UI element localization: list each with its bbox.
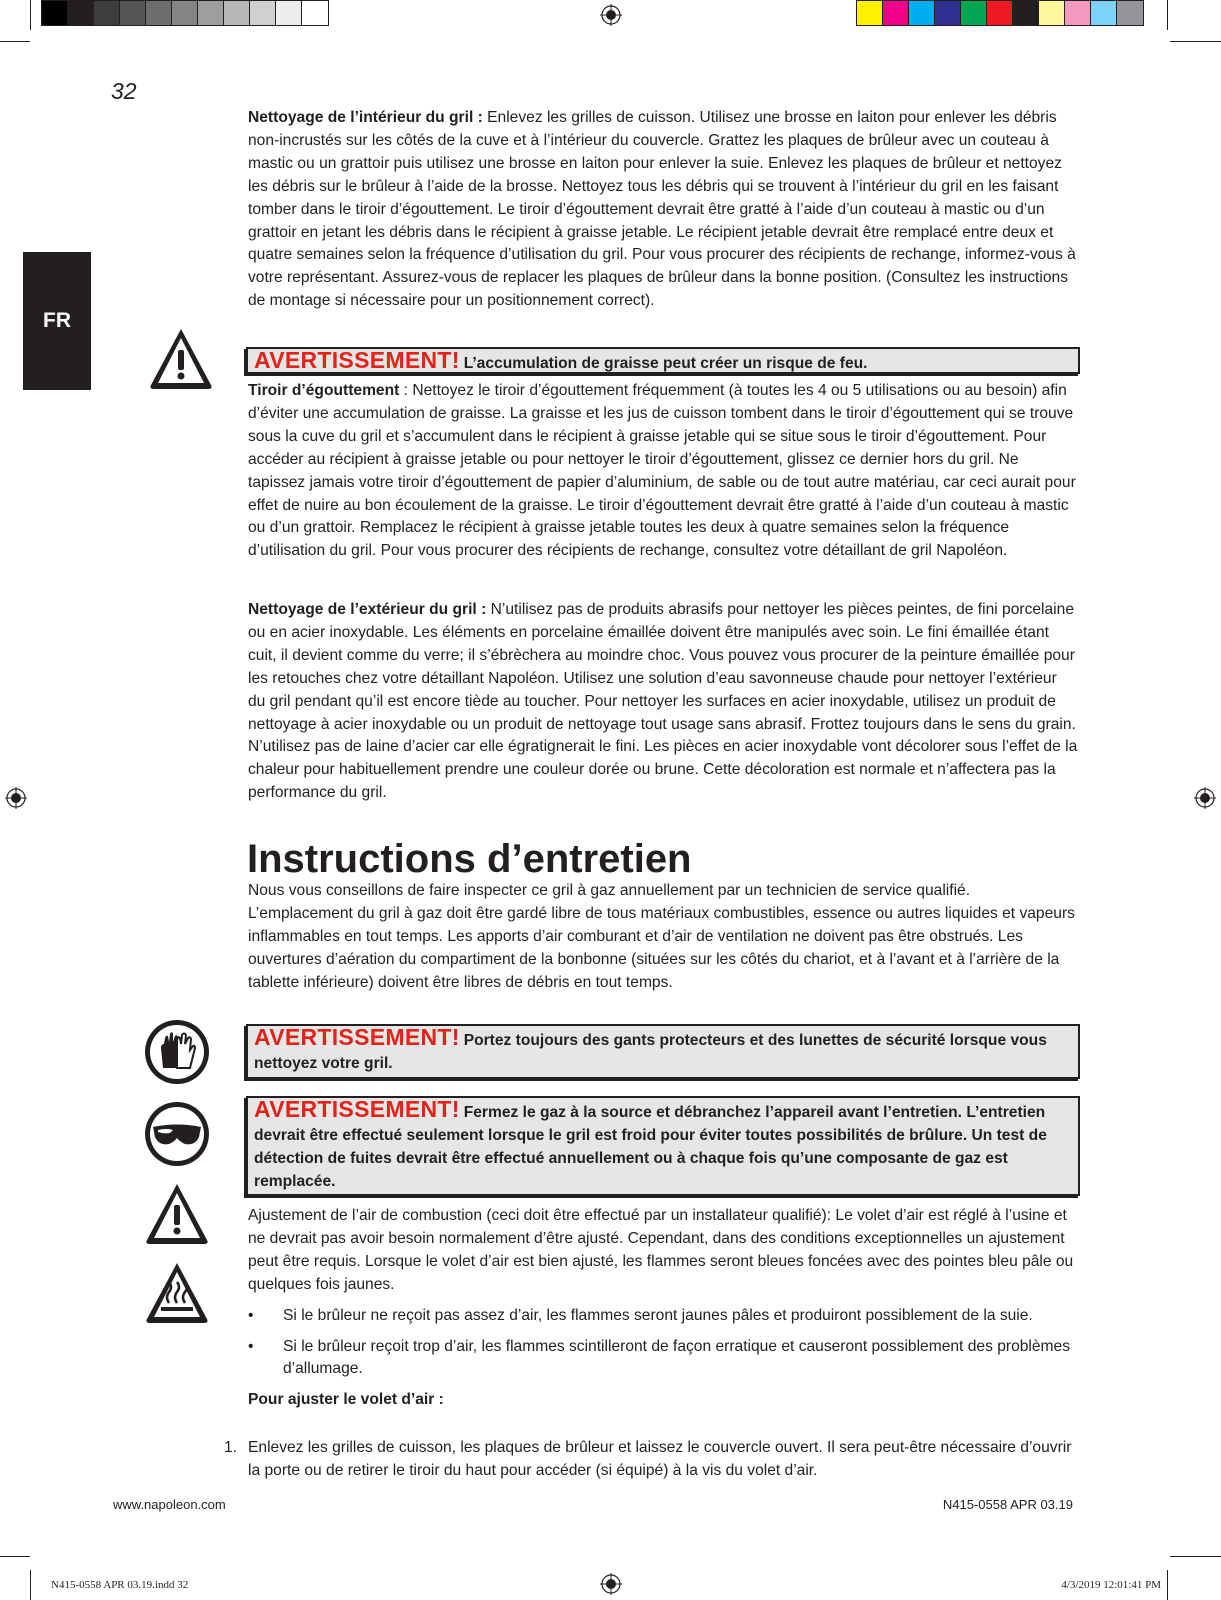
air-adjustment-text: Ajustement de l’air de combustion (ceci doit être effectué par un installateur qualifié): Le volet d’air est réglé à l’usine et ne devrait pas avoir besoin normalement d’être ajusté. Cependant, dans des conditions exceptionnelles un ajustement peut être requis. Lorsque le volet d’air est bien ajusté, les flammes seront bleues foncées avec des pointes bleu pâle ou quelques fois jaunes.	[248, 1207, 1074, 1293]
language-tab: FR	[23, 252, 91, 390]
hot-surface-icon	[143, 1259, 211, 1327]
crop-mark	[0, 1556, 30, 1557]
step-text: Enlevez les grilles de cuisson, les plaques de brûleur et laissez le couvercle ouvert. Il sera peut-être nécessaire d’ouvrir la porte ou de retirer le tiroir du haut pour accéder (si équipé) à la vis du volet d’air.	[248, 1439, 1072, 1479]
gloves-glasses-warning	[246, 1024, 1080, 1079]
color-swatch	[302, 1, 328, 25]
color-swatch	[172, 1, 198, 25]
color-swatch	[146, 1, 172, 25]
exterior-text: N’utilisez pas de produits abrasifs pour nettoyer les pièces peintes, de fini porcelaine ou en acier inoxydable. Les éléments en porcelaine émaillée doivent être manipulés avec soin. Le fini émaillée étant cuit, il devient comme du verre; il s’ébrèchera au moindre choc. Vous pouvez vous procurer de la peinture émaillée pour les retouches chez votre détaillant Napoléon. Utilisez une solution d’eau savonneuse chaude pour nettoyer l’extérieur du gril pendant qu’il est encore tiède au toucher. Pour nettoyer les surfaces en acier inoxydable, utilisez un produit de nettoyage à acier inoxydable ou un produit de nettoyage tout usage sans abrasif. Frottez toujours dans le sens du grain. N’utilisez pas de laine d’acier car elle égratignerait le fini. Les pièces en acier inoxydable vont décolorer sous l’effet de la chaleur pour habituellement prendre une couleur dorée ou brune. Cette décoloration est normale et n’affectera pas la performance du gril.	[248, 601, 1078, 802]
slug-file-name: N415-0558 APR 03.19.indd 32	[51, 1579, 189, 1591]
warning-label: AVERTISSEMENT!	[254, 1096, 460, 1122]
color-swatch	[1013, 1, 1039, 25]
footer-doc-code: N415-0558 APR 03.19	[942, 1497, 1073, 1512]
color-swatch	[94, 1, 120, 25]
grease-fire-warning	[246, 347, 1080, 374]
color-swatch	[909, 1, 935, 25]
list-item	[248, 1305, 1078, 1328]
exterior-cleaning-paragraph	[248, 599, 1078, 805]
interior-text: Enlevez les grilles de cuisson. Utilisez une brosse en laiton pour enlever les débris non-incrustés sur les côtés de la cuve et à l’intérieur du couvercle. Grattez les plaques de brûleur avec un couteau à mastic ou un grattoir puis utilisez une brosse en laiton pour enlever la suie. Enlevez les plaques de brûleur et nettoyez les débris sur le brûleur à l’aide de la brosse. Nettoyez tous les débris qui se trouvent à l’intérieur du gril en les faisant tomber dans le tiroir d’égouttement. Le tiroir d’égouttement devrait être gratté à l’aide d’un couteau à mastic ou d’un grattoir en jetant les débris dans le récipient à graisse jetable. Le récipient jetable devrait être remplacé entre deux et quatre semaines selon la fréquence d’utilisation du gril. Pour vous procurer des récipients de rechange, informez-vous à votre représentant. Assurez-vous de replacer les plaques de brûleur dans la bonne position. (Consultez les instructions de montage si nécessaire pour un positionnement correct).	[248, 109, 1076, 310]
color-swatch	[883, 1, 909, 25]
grayscale-color-bar	[41, 0, 329, 26]
color-swatch	[1065, 1, 1091, 25]
drip-tray-paragraph	[248, 380, 1078, 563]
color-swatch	[276, 1, 302, 25]
bullet-mark: •	[248, 1337, 254, 1355]
crop-mark	[0, 41, 30, 42]
gloves-icon	[143, 1018, 211, 1086]
warning-triangle-icon	[143, 1180, 211, 1248]
color-swatch	[42, 1, 68, 25]
bullet-text: Si le brûleur ne reçoit pas assez d’air, les flammes seront jaunes pâles et produiront possiblement de la suie.	[283, 1306, 1033, 1324]
safety-glasses-icon	[143, 1100, 211, 1168]
crop-mark	[1167, 1570, 1168, 1600]
registration-mark-icon	[600, 4, 622, 26]
gas-shutoff-warning	[246, 1096, 1080, 1196]
drip-text: : Nettoyez le tiroir d’égouttement fréquemment (à toutes les 4 ou 5 utilisations ou au besoin) afin d’éviter une accumulation de graisse. La graisse et les jus de cuisson tombent dans le tiroir d’égouttement qui se trouve sous la cuve du gril et s’accumulent dans le récipient à graisse jetable qui se situe sous le tiroir d’égouttement. Pour accéder au récipient à graisse jetable ou pour nettoyer le tiroir d’égouttement, glissez ce dernier hors du gril. Ne tapissez jamais votre tiroir d’égouttement de papier d’aluminium, de sable ou de tout autre matériau, car ceci aurait pour effet de nuire au bon écoulement de la graisse. Le tiroir d’égouttement devrait être gratté à l’aide d’un couteau à mastic ou d’un grattoir. Remplacez le récipient à graisse jetable toutes les deux à quatre semaines selon la fréquence d’utilisation du gril. Pour vous procurer des récipients de rechange, consultez votre détaillant de gril Napoléon.	[248, 382, 1076, 560]
color-swatch	[198, 1, 224, 25]
bullet-text: Si le brûleur reçoit trop d’air, les flammes scintilleront de façon erratique et causeront possiblement des problèmes d’allumage.	[283, 1337, 1071, 1378]
page-number: 32	[111, 78, 137, 104]
maintenance-paragraph	[248, 880, 1078, 995]
registration-mark-icon	[600, 1573, 622, 1595]
list-item	[248, 1336, 1078, 1382]
interior-cleaning-paragraph	[248, 107, 1078, 313]
color-swatch	[120, 1, 146, 25]
air-adjustment-section	[248, 1205, 1078, 1412]
maintenance-text: Nous vous conseillons de faire inspecter ce gril à gaz annuellement par un technicien de service qualifié. L’emplacement du gril à gaz doit être gardé libre de tous matériaux combustibles, essence ou autres liquides et vapeurs inflammables en tout temps. Les apports d’air comburant et d’air de ventilation ne doivent pas être obstrués. Les ouvertures d’aération du compartiment de la bonbonne (situées sur les côtés du chariot, et à l’avant et à l’arrière de la tablette inférieure) doivent être libres de débris en tout temps.	[248, 882, 1075, 991]
maintenance-heading: Instructions d’entretien	[247, 837, 692, 881]
crop-mark	[30, 0, 31, 30]
color-swatch	[250, 1, 276, 25]
process-color-bar	[856, 0, 1144, 26]
color-swatch	[1091, 1, 1117, 25]
registration-mark-icon	[1194, 787, 1216, 809]
bullet-mark: •	[248, 1306, 254, 1324]
slug-timestamp: 4/3/2019 12:01:41 PM	[1061, 1579, 1161, 1591]
footer-website: www.napoleon.com	[113, 1497, 226, 1512]
exterior-lead: Nettoyage de l’extérieur du gril :	[248, 601, 487, 618]
warning-label: AVERTISSEMENT!	[254, 1024, 460, 1050]
registration-mark-icon	[5, 787, 27, 809]
drip-lead: Tiroir d’égouttement	[248, 382, 400, 399]
warning-text: Fermez le gaz à la source et débranchez l’appareil avant l’entretien. L’entretien devrait être effectué seulement lorsque le gril est froid pour éviter toutes possibilités de brûlure. Un test de détection de fuites devrait être effectué annuellement ou à chaque fois qu’une composante de gaz est remplacée.	[254, 1104, 1047, 1190]
air-shutter-subheading: Pour ajuster le volet d’air :	[248, 1391, 444, 1409]
color-swatch	[935, 1, 961, 25]
color-swatch	[1039, 1, 1065, 25]
warning-triangle-icon	[147, 325, 215, 393]
color-swatch	[857, 1, 883, 25]
warning-text: Portez toujours des gants protecteurs et des lunettes de sécurité lorsque vous nettoyez votre gril.	[254, 1032, 1047, 1072]
warning-label: AVERTISSEMENT!	[254, 347, 460, 373]
color-swatch	[68, 1, 94, 25]
color-swatch	[987, 1, 1013, 25]
interior-lead: Nettoyage de l’intérieur du gril :	[248, 109, 483, 126]
crop-mark	[1167, 0, 1168, 30]
crop-mark	[1170, 1556, 1221, 1557]
color-swatch	[961, 1, 987, 25]
color-swatch	[1117, 1, 1143, 25]
crop-mark	[1170, 41, 1221, 42]
numbered-step	[224, 1437, 1084, 1483]
warning-text: L’accumulation de graisse peut créer un risque de feu.	[463, 355, 868, 372]
crop-mark	[30, 1570, 31, 1600]
step-number: 1.	[224, 1439, 238, 1456]
color-swatch	[224, 1, 250, 25]
